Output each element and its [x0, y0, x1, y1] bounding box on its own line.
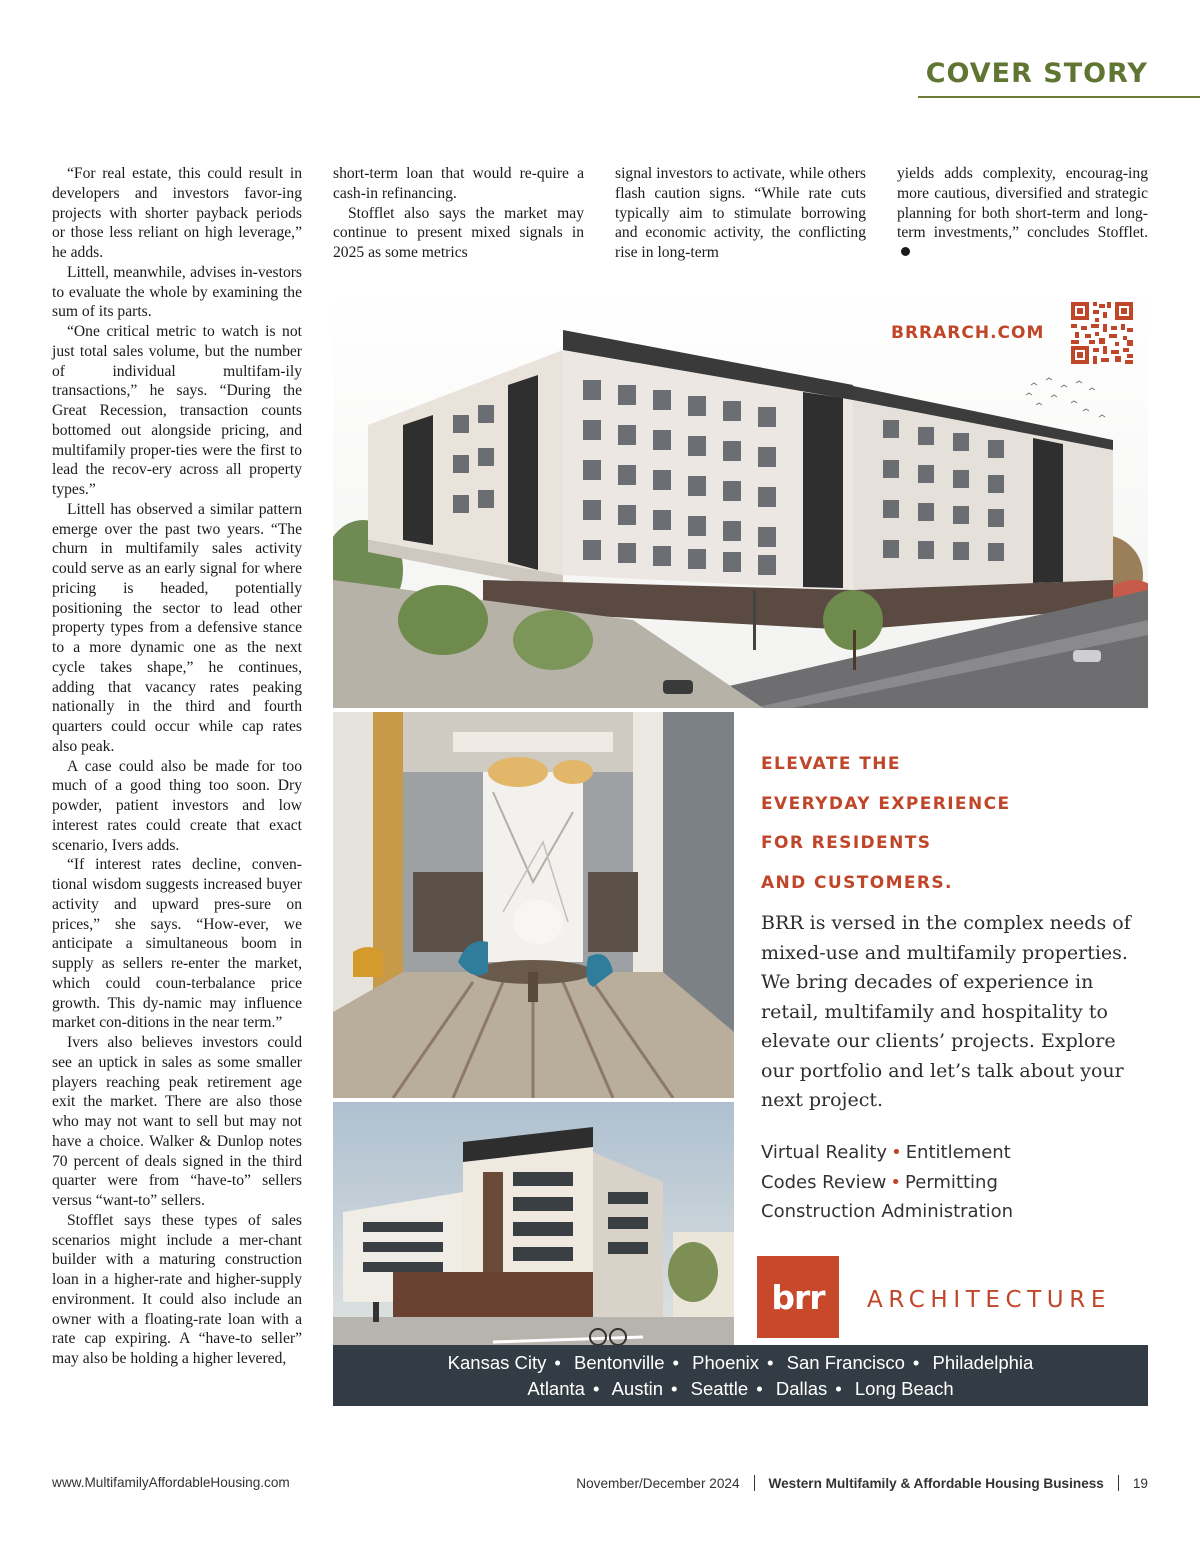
city: Atlanta [527, 1378, 585, 1399]
headline-line: AND CUSTOMERS. [761, 872, 953, 893]
footer-issue: November/December 2024 [576, 1475, 740, 1491]
paragraph: Littell has observed a similar pattern emerge over the past two years. “The churn in multifamily sales activity could serve as an early signal for where pricing is headed, potentially positioning the sector to lead other property types from a defensive stance to a more dynamic one as the next cycle takes shape,” he continues, adding that vacancy rates peaking nationally in the third and fourth quarters could occur while cap rates also peak. [52, 500, 302, 755]
city: San Francisco [786, 1352, 905, 1373]
lobby-illustration [333, 712, 734, 1098]
paragraph: Ivers also believes investors could see an uptick in sales as some smaller players reaching peak retirement age exit the market. There are also those who may not want to sell but may not have a choice. Walker & Dunlop notes 70 percent of deals signed in the third quarter were from “have-to” sellers versus “want-to” sellers. [52, 1034, 302, 1209]
ad-website-url[interactable]: BRRARCH.COM [891, 323, 1045, 343]
footer-website[interactable]: www.MultifamilyAffordableHousing.com [52, 1475, 290, 1490]
ad-body-copy: BRR is versed in the complex needs of mixed-use and multifamily properties. We bring decades of experience in retail, multifamily and hospitality to elevate our clients’ projects. Explore our portfolio and let’s talk about your next project. [761, 912, 1131, 1111]
separator-dot-icon: • [756, 1378, 763, 1399]
brr-advertisement [333, 290, 1148, 1406]
article-column-4 [897, 164, 1148, 263]
city: Philadelphia [932, 1352, 1034, 1373]
city: Austin [611, 1378, 663, 1399]
paragraph: Littell, meanwhile, advises in-vestors to evaluate the whole by examining the sum of its parts. [52, 263, 302, 321]
headline-line: FOR RESIDENTS [761, 833, 932, 853]
street-corner-illustration [333, 1102, 734, 1364]
birds-decoration-icon [1021, 375, 1111, 425]
separator-dot-icon: • [592, 1378, 600, 1399]
city: Seattle [690, 1378, 749, 1399]
separator-dot-icon: • [835, 1378, 842, 1399]
building-rendering-photo [333, 290, 1148, 708]
city: Bentonville [574, 1352, 665, 1373]
paragraph: “One critical metric to watch is not just total sales volume, but the number of individual multifam-ily transactions,” he says. “During the Great Recession, transaction counts bottomed out alongside pricing, and multifamily proper-ties were the first to lead the recov-ery across all property types.” [52, 323, 302, 498]
footer-publication: Western Multifamily & Affordable Housing Business [768, 1475, 1104, 1491]
paragraph: Stofflet says these types of sales scenarios might include a mer-chant builder with a maturing construction loan in a higher-rate and higher-supply environment. It could also include an owner with a floating-rate loan with a rate cap expiring. A “have-to seller” may also be holding a higher levered, [52, 1211, 302, 1367]
section-label [918, 56, 1200, 98]
city: Long Beach [854, 1378, 954, 1399]
paragraph: A case could also be made for too much of a good thing too soon. Dry powder, patient investors and low interest rates could create that exact scenario, Ivers adds. [52, 757, 302, 854]
paragraph: short-term loan that would re-quire a cash-in refinancing. [333, 165, 584, 202]
building-illustration [333, 290, 1148, 708]
city-locations-bar [333, 1345, 1148, 1406]
footer-divider [754, 1475, 755, 1491]
end-mark-icon [901, 247, 910, 256]
city: Kansas City [447, 1352, 547, 1373]
page-number: 19 [1132, 1475, 1148, 1491]
section-title: COVER STORY [925, 58, 1148, 89]
logo-mark: brr [771, 1277, 825, 1317]
service-item: Entitlement [905, 1142, 1011, 1163]
service-item: Construction Administration [761, 1201, 1014, 1223]
service-item: Permitting [905, 1171, 998, 1193]
separator-dot-icon: • [890, 1171, 902, 1193]
separator-dot-icon: • [912, 1352, 920, 1373]
service-item: Codes Review [761, 1171, 887, 1193]
brr-logo[interactable] [757, 1256, 839, 1338]
lobby-interior-photo [333, 712, 734, 1098]
headline-line: EVERYDAY EXPERIENCE [761, 793, 1011, 814]
paragraph [897, 164, 1148, 263]
logo-wordmark: ARCHITECTURE [867, 1287, 1111, 1313]
paragraph-text: yields adds complexity, encourag-ing more cautious, diversified and strategic planning for both short-term and long-term investments,” concludes Stofflet. [897, 165, 1148, 242]
headline-line: ELEVATE THE [761, 754, 901, 774]
city: Dallas [775, 1378, 828, 1399]
article-column-2 [333, 164, 584, 263]
ad-headline [761, 745, 1131, 903]
article-column-3 [615, 164, 866, 263]
city-row [333, 1376, 1148, 1402]
separator-dot-icon: • [891, 1142, 902, 1163]
paragraph: signal investors to activate, while others flash caution signs. “While rate cuts typically aim to stimulate borrowing and economic activity, the conflicting rise in long-term [615, 165, 866, 261]
separator-dot-icon: • [670, 1378, 678, 1399]
service-item: Virtual Reality [761, 1142, 888, 1163]
mixed-use-building-photo [333, 1102, 734, 1364]
separator-dot-icon: • [554, 1352, 561, 1373]
paragraph: Stofflet also says the market may continue to present mixed signals in 2025 as some metrics [333, 204, 584, 261]
footer-info [576, 1475, 1148, 1491]
city-row [333, 1350, 1148, 1376]
city: Phoenix [692, 1352, 760, 1373]
services-list [761, 1138, 1141, 1227]
article-column-1 [52, 164, 302, 1369]
qr-code-icon[interactable] [1071, 302, 1133, 364]
paragraph: “For real estate, this could result in developers and investors favor-ing projects with shorter payback periods or those less reliant on high leverage,” he adds. [52, 165, 302, 261]
separator-dot-icon: • [672, 1352, 680, 1373]
footer-divider [1118, 1475, 1119, 1491]
paragraph: “If interest rates decline, conven-tional wisdom suggests increased buyer activity and upward pres-sure on prices,” she says. “How-ever, we anticipate a simultaneous boom in supply as sellers re-enter the market, which could coun-terbalance price growth. This dy-namic may influence market con-ditions in the near term.” [52, 856, 302, 1032]
separator-dot-icon: • [767, 1352, 774, 1373]
